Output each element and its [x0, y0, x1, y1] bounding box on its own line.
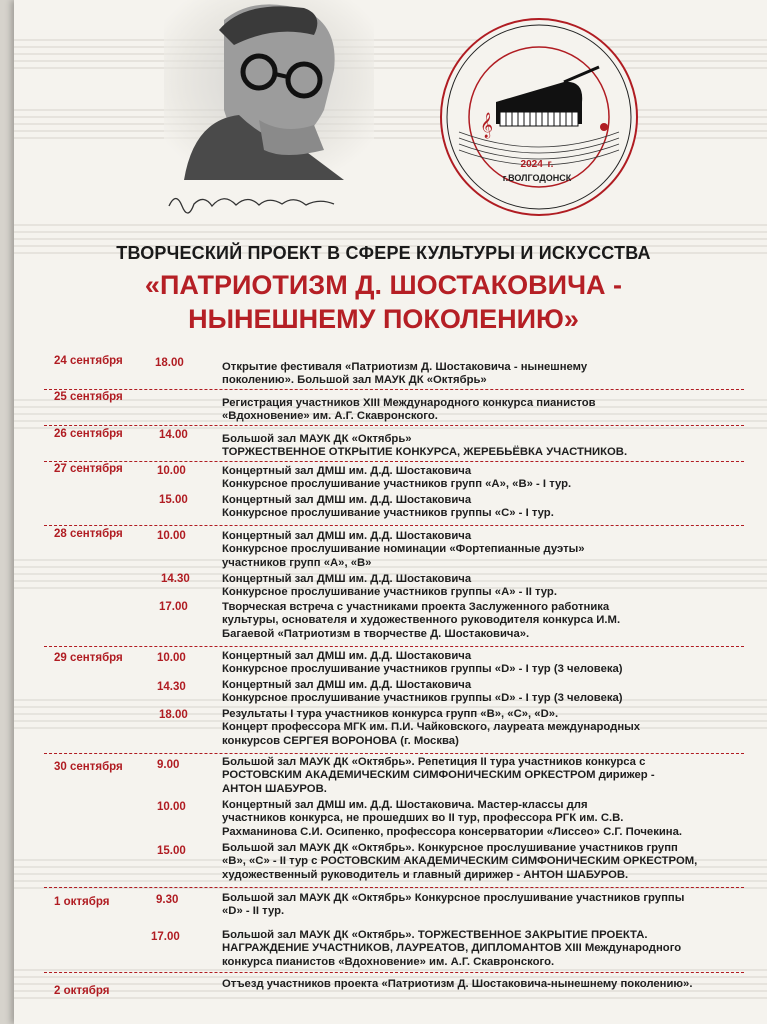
schedule-time: 18.00	[155, 357, 184, 369]
schedule-time: 18.00	[159, 709, 188, 721]
schedule-time: 14.30	[157, 681, 186, 693]
schedule-description: Концертный зал ДМШ им. Д.Д. Шостаковича Конкурсное прослушивание участников группы «D» - I тур (3 человека)	[222, 650, 623, 676]
schedule-description: Большой зал МАУК ДК «Октябрь» ТОРЖЕСТВЕННОЕ ОТКРЫТИЕ КОНКУРСА, ЖЕРЕБЬЁВКА УЧАСТНИКОВ.	[222, 433, 628, 459]
logo-year	[492, 152, 582, 172]
schedule-date: 29 сентября	[54, 652, 123, 664]
schedule-description: Регистрация участников XIII Международного конкурса пианистов «Вдохновение» им. А.Г. Скавронского.	[222, 397, 596, 423]
schedule-date: 2 октября	[54, 985, 110, 997]
schedule-time: 15.00	[157, 845, 186, 857]
project-title-line1: «ПАТРИОТИЗМ Д. ШОСТАКОВИЧА -	[144, 270, 623, 300]
divider	[44, 461, 744, 462]
schedule-description: Большой зал МАУК ДК «Октябрь». Конкурсное прослушивание участников групп «В», «С» - II тур с РОСТОВСКИМ АКАДЕМИЧЕСКИМ СИМФОНИЧЕСКИМ ОРКЕСТРОМ, художественный руководитель и главный дирижер - АНТОН ШАБУРОВ.	[222, 842, 698, 881]
schedule-description: Концертный зал ДМШ им. Д.Д. Шостаковича Конкурсное прослушивание участников группы «А» - II тур.	[222, 573, 557, 599]
shostakovich-portrait	[164, 0, 374, 180]
schedule-time: 9.30	[156, 894, 179, 906]
schedule-time: 10.00	[157, 652, 186, 664]
schedule-time: 9.00	[157, 759, 180, 771]
competition-logo	[414, 12, 654, 222]
logo-city: г.ВОЛГОДОНСК	[502, 173, 572, 183]
schedule-description: Большой зал МАУК ДК «Октябрь». ТОРЖЕСТВЕННОЕ ЗАКРЫТИЕ ПРОЕКТА. НАГРАЖДЕНИЕ УЧАСТНИКОВ, ЛАУРЕАТОВ, ДИПЛОМАНТОВ XIII Международного конкурса пианистов «Вдохновение» им. А.Г. Скавронского.	[222, 929, 682, 968]
schedule-description: Открытие фестиваля «Патриотизм Д. Шостаковича - нынешнему поколению». Большой зал МАУК ДК «Октябрь»	[222, 361, 588, 387]
divider	[44, 753, 744, 754]
divider	[44, 646, 744, 647]
schedule-time: 17.00	[151, 931, 180, 943]
signature	[164, 186, 354, 214]
schedule-date: 25 сентября	[54, 391, 123, 403]
schedule-date: 28 сентября	[54, 528, 123, 540]
project-title	[14, 268, 767, 336]
schedule-description: Концертный зал ДМШ им. Д.Д. Шостаковича Конкурсное прослушивание участников группы «С» - I тур.	[222, 494, 554, 520]
project-title-line2: НЫНЕШНЕМУ ПОКОЛЕНИЮ»	[188, 304, 579, 334]
schedule-description: Концертный зал ДМШ им. Д.Д. Шостаковича Конкурсное прослушивание участников групп «А», «В» - I тур.	[222, 465, 572, 491]
schedule-description: Отъезд участников проекта «Патриотизм Д. Шостаковича-нынешнему поколению».	[222, 978, 693, 990]
logo-year-suffix: г.	[547, 159, 554, 170]
logo-year-value: 2024	[520, 159, 543, 170]
schedule-time: 15.00	[159, 494, 188, 506]
schedule-date: 26 сентября	[54, 428, 123, 440]
schedule-time: 17.00	[159, 601, 188, 613]
schedule-time: 10.00	[157, 801, 186, 813]
schedule-description: Результаты I тура участников конкурса групп «В», «С», «D». Концерт профессора МГК им. П.И. Чайковского, лауреата международных конкурсов СЕРГЕЯ ВОРОНОВА (г. Москва)	[222, 708, 641, 747]
schedule-description: Концертный зал ДМШ им. Д.Д. Шостаковича Конкурсное прослушивание участников группы «D» - I тур (3 человека)	[222, 679, 623, 705]
divider	[44, 525, 744, 526]
schedule-date: 30 сентября	[54, 761, 123, 773]
schedule-description: Большой зал МАУК ДК «Октябрь» Конкурсное прослушивание участников группы «D» - II тур.	[222, 892, 685, 918]
schedule-date: 27 сентября	[54, 463, 123, 475]
project-subtitle: ТВОРЧЕСКИЙ ПРОЕКТ В СФЕРЕ КУЛЬТУРЫ И ИСКУССТВА	[116, 243, 651, 263]
poster	[14, 0, 767, 1024]
schedule-time: 10.00	[157, 465, 186, 477]
divider	[44, 389, 744, 390]
schedule-description: Концертный зал ДМШ им. Д.Д. Шостаковича. Мастер-классы для участников конкурса, не прошедших во II тур, профессора РГК им. С.В. Рахманинова С.И. Осипенко, профессора консерватории «Лиссео» С.Г. Почекина.	[222, 799, 683, 838]
schedule-description: Концертный зал ДМШ им. Д.Д. Шостаковича Конкурсное прослушивание номинации «Фортепианные дуэты» участников групп «А», «В»	[222, 530, 585, 569]
schedule-date: 1 октября	[54, 896, 110, 908]
schedule-description: Большой зал МАУК ДК «Октябрь». Репетиция II тура участников конкурса с РОСТОВСКИМ АКАДЕМИЧЕСКИМ СИМФОНИЧЕСКИМ ОРКЕСТРОМ дирижер - АНТОН ШАБУРОВ.	[222, 756, 655, 795]
schedule-description: Творческая встреча с участниками проекта Заслуженного работника культуры, основателя и художественного руководителя конкурса И.М. Багаевой «Патриотизм в творчестве Д. Шостаковича».	[222, 601, 621, 640]
divider	[44, 972, 744, 973]
schedule-time: 10.00	[157, 530, 186, 542]
schedule-time: 14.30	[161, 573, 190, 585]
schedule-time: 14.00	[159, 429, 188, 441]
svg-text:𝄞: 𝄞	[480, 113, 494, 138]
divider	[44, 887, 744, 888]
schedule-date: 24 сентября	[54, 355, 123, 367]
divider	[44, 425, 744, 426]
